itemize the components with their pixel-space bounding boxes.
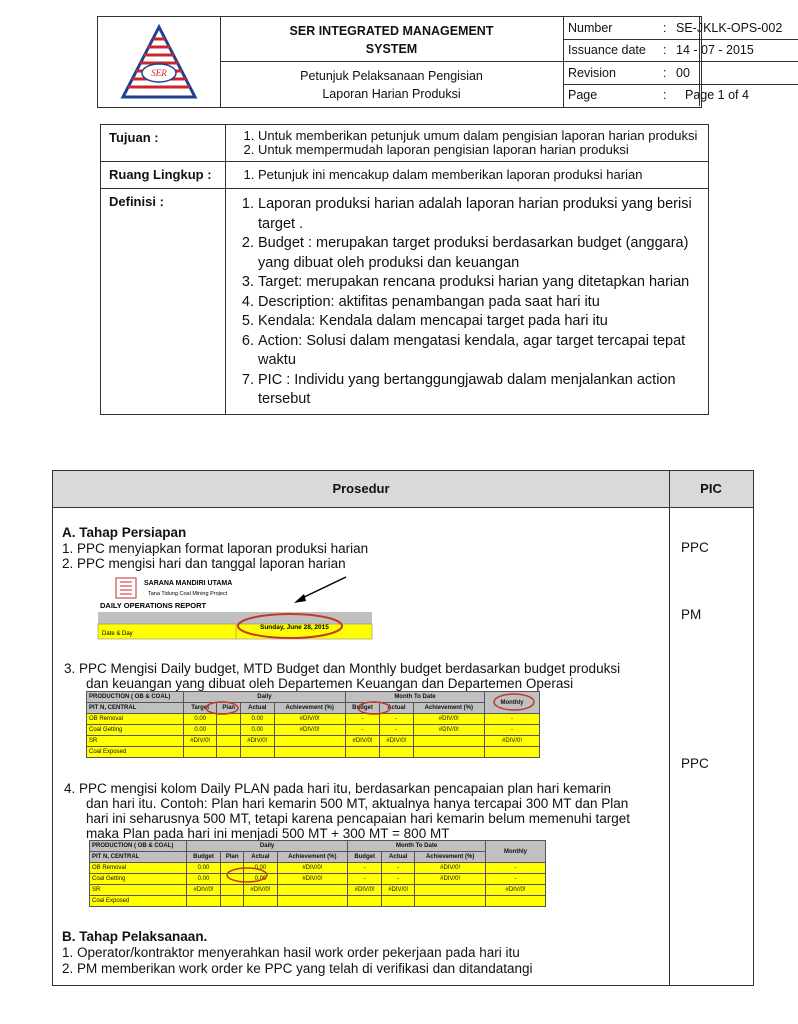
- table-cell: #DIV/0!: [277, 874, 348, 885]
- step-a1: 1. PPC menyiapkan format laporan produksi harian: [62, 541, 369, 556]
- table-cell: #DIV/0!: [415, 874, 486, 885]
- content-definisi: [226, 189, 708, 414]
- system-title-line1: SER INTEGRATED MANAGEMENT: [289, 24, 494, 38]
- table-cell: -: [486, 874, 546, 885]
- table-header: Plan: [220, 852, 243, 863]
- report-title: DAILY OPERATIONS REPORT: [100, 601, 207, 610]
- meta-value: SE-JKLK-OPS-002: [676, 21, 783, 35]
- meta-key: Issuance date: [568, 43, 646, 57]
- meta-colon: :: [663, 21, 667, 35]
- step-b1: 1. Operator/kontraktor menyerahkan hasil work order pekerjaan pada hari itu: [62, 945, 520, 960]
- table-header: Month To Date: [348, 841, 486, 852]
- budget-highlights: [86, 691, 540, 731]
- table-cell: -: [485, 725, 540, 736]
- document-title: [220, 62, 563, 107]
- table-header: PRODUCTION ( OB & COAL): [90, 841, 187, 852]
- plan-table-snapshot: [89, 840, 546, 918]
- meta-colon: :: [663, 43, 667, 57]
- table-header: Actual: [244, 852, 277, 863]
- logo-cell: [98, 17, 221, 107]
- table-row: [87, 736, 540, 747]
- content-tujuan: [226, 125, 708, 161]
- table-header: Achievement (%): [413, 703, 484, 714]
- table-cell: [274, 736, 345, 747]
- document-title-line1: Petunjuk Pelaksanaan Pengisian: [300, 69, 483, 83]
- company-name: SARANA MANDIRI UTAMA: [144, 580, 233, 587]
- list-item: 2. Untuk mempermudah laporan pengisian laporan harian produksi: [258, 143, 702, 157]
- list-item: 3. Target: merupakan rencana produksi harian yang ditetapkan harian: [258, 273, 702, 293]
- table-cell: SR: [90, 885, 187, 896]
- meta-key: Page: [568, 88, 598, 102]
- table-cell: -: [348, 874, 382, 885]
- table-cell: Coal Exposed: [87, 747, 184, 758]
- table-cell: #DIV/0!: [345, 736, 379, 747]
- column-prosedur: Prosedur: [53, 471, 670, 507]
- table-cell: 0.00: [187, 874, 221, 885]
- list-item: 4. Description: aktifitas penambangan pada saat hari itu: [258, 293, 702, 313]
- table-row: [90, 896, 546, 907]
- budget-highlight-circle: [358, 702, 390, 714]
- table-header: Achievement (%): [277, 852, 348, 863]
- table-cell: #DIV/0!: [187, 885, 221, 896]
- table-cell: #DIV/0!: [413, 714, 484, 725]
- table-cell: Coal Getting: [87, 725, 184, 736]
- table-header: PIT N, CENTRAL: [90, 852, 187, 863]
- label-definisi: Definisi :: [101, 189, 226, 414]
- table-cell: SR: [87, 736, 184, 747]
- date-value: Sunday, June 28, 2015: [260, 624, 329, 631]
- column-divider: [669, 507, 670, 985]
- meta-key: Number: [568, 21, 613, 35]
- column-pic: PIC: [700, 481, 722, 496]
- system-title: [220, 17, 563, 62]
- table-cell: #DIV/0!: [380, 736, 413, 747]
- table-cell: #DIV/0!: [485, 736, 540, 747]
- table-cell: Coal Exposed: [90, 896, 187, 907]
- label-tujuan: Tujuan :: [101, 125, 226, 161]
- table-header: Monthly: [485, 692, 540, 714]
- row-definisi: [101, 189, 708, 414]
- step-b2: 2. PM memberikan work order ke PPC yang telah di verifikasi dan ditandatangi: [62, 961, 533, 976]
- table-cell: 0.00: [184, 725, 217, 736]
- list-item: 7. PIC : Individu yang bertanggungjawab dalam menjalankan action tersebut: [258, 371, 702, 410]
- table-header: Daily: [187, 841, 348, 852]
- step-a3-line2: dan keuangan yang dibuat oleh Departemen Keuangan dan Departemen Operasi: [86, 676, 574, 691]
- table-header: Budget: [348, 852, 382, 863]
- document-title-line2: Laporan Harian Produksi: [322, 87, 461, 101]
- meta-key: Revision: [568, 66, 616, 80]
- step-a2: 2. PPC mengisi hari dan tanggal laporan harian: [62, 556, 346, 571]
- table-header: Actual: [380, 703, 413, 714]
- label-ruang-lingkup: Ruang Lingkup :: [101, 162, 226, 188]
- table-cell: -: [380, 725, 413, 736]
- info-table: [100, 124, 709, 415]
- list-item: 6. Action: Solusi dalam mengatasi kendala, agar target tercapai tepat waktu: [258, 332, 702, 371]
- table-cell: 0.00: [244, 863, 277, 874]
- target-highlight-circle: [206, 702, 238, 714]
- meta-value: Page 1 of 4: [685, 88, 749, 102]
- procedure-header: [53, 471, 753, 508]
- project-name: Tana Tidung Coal Mining Project: [148, 591, 228, 597]
- monthly-highlight-circle: [494, 694, 534, 710]
- pic-ppc-1: PPC: [681, 540, 709, 555]
- table-cell: -: [348, 863, 382, 874]
- row-ruang-lingkup: [101, 162, 708, 189]
- table-cell: #DIV/0!: [415, 863, 486, 874]
- table-cell: 0.00: [184, 714, 217, 725]
- table-cell: #DIV/0!: [274, 714, 345, 725]
- plan-highlight-circle: [227, 868, 267, 882]
- meta-colon: :: [663, 66, 667, 80]
- plan-highlights: [89, 840, 546, 890]
- list-item: 5. Kendala: Kendala dalam mencapai target pada hari itu: [258, 312, 702, 332]
- table-cell: -: [380, 714, 413, 725]
- meta-border: [562, 16, 700, 106]
- pic-ppc-2: PPC: [681, 756, 709, 771]
- table-cell: #DIV/0!: [241, 736, 274, 747]
- table-cell: OB Removal: [87, 714, 184, 725]
- step-a4-line3: hari ini seharusnya 500 MT, tetapi karena pencapaian hari kemarin belum memenuhi target: [86, 811, 631, 826]
- section-a-title: A. Tahap Persiapan: [62, 525, 187, 540]
- table-cell: 0.00: [187, 863, 221, 874]
- table-header: Target: [184, 703, 217, 714]
- table-cell: #DIV/0!: [274, 725, 345, 736]
- table-cell: 0.00: [241, 714, 274, 725]
- list-item: 1. Untuk memberikan petunjuk umum dalam pengisian laporan harian produksi: [258, 129, 702, 143]
- table-header: Actual: [241, 703, 274, 714]
- table-cell: #DIV/0!: [486, 885, 546, 896]
- content-ruang-lingkup: [226, 162, 708, 188]
- table-cell: #DIV/0!: [348, 885, 382, 896]
- table-cell: [217, 736, 241, 747]
- step-a4-line1: 4. PPC mengisi kolom Daily PLAN pada hari itu, berdasarkan pencapaian plan hari kemarin: [64, 781, 612, 796]
- table-header: Actual: [382, 852, 415, 863]
- table-cell: -: [485, 714, 540, 725]
- step-a3-line1: 3. PPC Mengisi Daily budget, MTD Budget dan Monthly budget berdasarkan budget produksi: [64, 661, 621, 676]
- list-item: 1. Laporan produksi harian adalah laporan harian produksi yang berisi target .: [258, 195, 702, 234]
- table-cell: -: [345, 725, 379, 736]
- table-header: Achievement (%): [274, 703, 345, 714]
- system-title-line2: SYSTEM: [365, 42, 418, 56]
- step-a4-line4: maka Plan pada hari ini menjadi 500 MT + 300 MT = 800 MT: [86, 826, 450, 841]
- table-cell: Coal Getting: [90, 874, 187, 885]
- table-cell: #DIV/0!: [382, 885, 415, 896]
- table-cell: [413, 736, 484, 747]
- title-cell: [220, 17, 564, 107]
- table-cell: #DIV/0!: [184, 736, 217, 747]
- budget-table-snapshot: [86, 691, 540, 781]
- table-header: Achievement (%): [415, 852, 486, 863]
- table-header: PRODUCTION ( OB & COAL): [87, 692, 184, 703]
- table-cell: 0.00: [244, 874, 277, 885]
- list-item: 1. Petunjuk ini mencakup dalam memberikan laporan produksi harian: [258, 168, 702, 182]
- table-cell: 0.00: [241, 725, 274, 736]
- table-row: [87, 747, 540, 758]
- table-cell: -: [345, 714, 379, 725]
- pic-pm: PM: [681, 607, 702, 622]
- meta-value: 00: [676, 66, 690, 80]
- row-tujuan: [101, 125, 708, 162]
- table-cell: -: [486, 863, 546, 874]
- table-header: Monthly: [486, 841, 546, 863]
- table-cell: #DIV/0!: [244, 885, 277, 896]
- arrow-icon: [290, 575, 350, 607]
- table-header: Budget: [345, 703, 379, 714]
- date-label: Date & Day: [102, 631, 133, 637]
- meta-value: 14 - 07 - 2015: [676, 43, 754, 57]
- table-cell: OB Removal: [90, 863, 187, 874]
- svg-text:SER: SER: [151, 68, 167, 78]
- table-header: Daily: [184, 692, 346, 703]
- section-b-title: B. Tahap Pelaksanaan.: [62, 929, 208, 944]
- company-logo: [98, 17, 220, 107]
- table-cell: -: [382, 863, 415, 874]
- table-cell: #DIV/0!: [413, 725, 484, 736]
- table-cell: #DIV/0!: [277, 863, 348, 874]
- table-header: Month To Date: [345, 692, 484, 703]
- table-header: Plan: [217, 703, 241, 714]
- table-header: PIT N, CENTRAL: [87, 703, 184, 714]
- meta-colon: :: [663, 88, 667, 102]
- table-header: Budget: [187, 852, 221, 863]
- list-item: 2. Budget : merupakan target produksi berdasarkan budget (anggara) yang dibuat oleh produksi dan keuangan: [258, 234, 702, 273]
- table-cell: -: [382, 874, 415, 885]
- step-a4-line2: dan hari itu. Contoh: Plan hari kemarin 500 MT, aktualnya hanya tercapai 300 MT dan Plan: [86, 796, 629, 811]
